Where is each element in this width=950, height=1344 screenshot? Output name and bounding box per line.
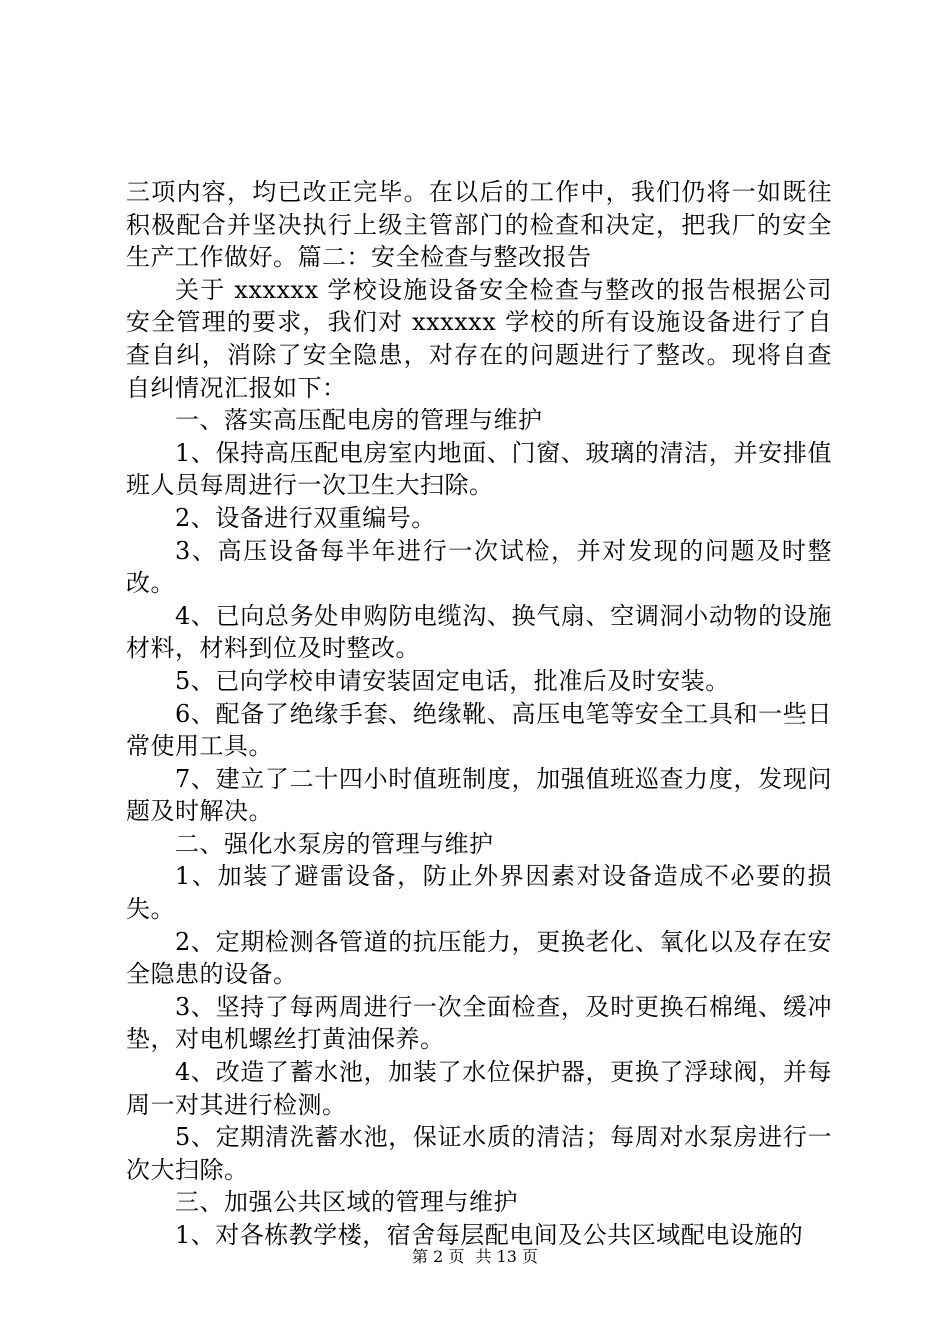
list-item: 1、对各栋教学楼，宿舍每层配电间及公共区域配电设施的 [175, 1221, 804, 1249]
list-item: 5、定期清洗蓄水池，保证水质的清洁；每周对水泵房进行一次大扫除。 [126, 1123, 832, 1184]
paragraph-continuation: 三项内容，均已改正完毕。在以后的工作中，我们仍将一如既往积极配合并坚决执行上级主管部门的检查和决定，把我厂的安全生产工作做好。篇二：安全检查与整改报告 [126, 178, 832, 272]
section-heading-3: 三、加强公共区域的管理与维护 [175, 1188, 518, 1217]
list-item: 4、已向总务处申购防电缆沟、换气扇、空调洞小动物的设施材料，材料到位及时整改。 [126, 601, 832, 663]
paragraph-report-intro: 关于 xxxxxx 学校设施设备安全检查与整改的报告根据公司安全管理的要求，我们对 xxxxxx 学校的所有设施设备进行了自查自纠，消除了安全隐患，对存在的问题进行了整改。现将自查自纠情况汇报如下： [126, 275, 832, 402]
list-item: 1、加装了避雷设备，防止外界因素对设备造成不必要的损失。 [126, 862, 832, 924]
list-item: 3、坚持了每两周进行一次全面检查，及时更换石棉绳、缓冲垫，对电机螺丝打黄油保养。 [126, 992, 832, 1054]
list-item: 6、配备了绝缘手套、绝缘靴、高压电笔等安全工具和一些日常使用工具。 [126, 699, 832, 761]
list-item: 4、改造了蓄水池，加装了水位保护器，更换了浮球阀，并每周一对其进行检测。 [126, 1058, 832, 1119]
list-item: 5、已向学校申请安装固定电话，批准后及时安装。 [175, 666, 730, 695]
list-item: 7、建立了二十四小时值班制度，加强值班巡查力度，发现问题及时解决。 [126, 764, 832, 826]
document-body [126, 176, 832, 1252]
section-heading-2: 二、强化水泵房的管理与维护 [175, 829, 494, 858]
list-item: 2、设备进行双重编号。 [175, 503, 436, 532]
list-item: 1、保持高压配电房室内地面、门窗、玻璃的清洁，并安排值班人员每周进行一次卫生大扫除。 [126, 438, 832, 500]
page-number: 第 2 页 [412, 1247, 465, 1266]
list-item: 3、高压设备每半年进行一次试检，并对发现的问题及时整改。 [126, 536, 832, 598]
page-total: 共 13 页 [475, 1247, 538, 1266]
list-item: 2、定期检测各管道的抗压能力，更换老化、氧化以及存在安全隐患的设备。 [126, 927, 832, 989]
page-footer [0, 1244, 950, 1267]
section-heading-1: 一、落实高压配电房的管理与维护 [175, 406, 543, 435]
